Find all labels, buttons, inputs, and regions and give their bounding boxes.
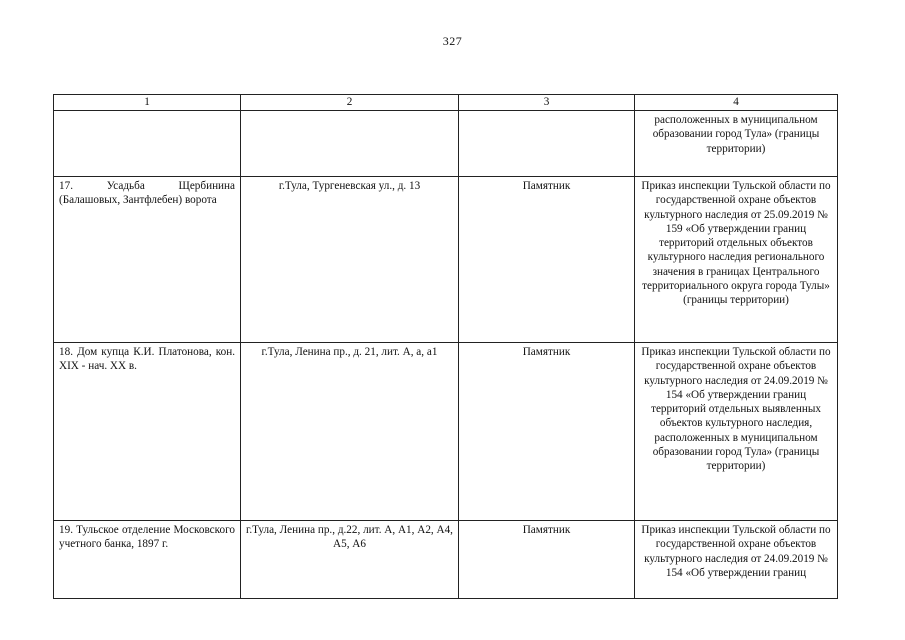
address-cell: г.Тула, Тургеневская ул., д. 13 bbox=[241, 177, 459, 343]
column-header-3: 3 bbox=[459, 95, 635, 111]
column-header-1: 1 bbox=[54, 95, 241, 111]
table-row bbox=[54, 343, 838, 521]
header-row bbox=[54, 95, 838, 111]
heritage-registry-table bbox=[53, 94, 838, 599]
document-cell: Приказ инспекции Тульской области по государственной охране объектов культурного наследия от 24.09.2019 № 154 «Об утверждении границ территорий отдельных выявленных объектов культурного наследия, расположенных в муниципальном образовании город Тула» (границы территории) bbox=[635, 343, 838, 521]
column-header-4: 4 bbox=[635, 95, 838, 111]
column-header-2: 2 bbox=[241, 95, 459, 111]
object-type-cell: Памятник bbox=[459, 343, 635, 521]
document-cell: Приказ инспекции Тульской области по государственной охране объектов культурного наследия от 24.09.2019 № 154 «Об утверждении границ bbox=[635, 521, 838, 599]
document-cell: расположенных в муниципальном образовании город Тула» (границы территории) bbox=[635, 111, 838, 177]
object-name-cell: 18. Дом купца К.И. Платонова, кон. XIX - нач. XX в. bbox=[54, 343, 241, 521]
table-row bbox=[54, 177, 838, 343]
document-cell: Приказ инспекции Тульской области по государственной охране объектов культурного наследия от 25.09.2019 № 159 «Об утверждении границ территорий отдельных объектов культурного наследия регионального значения в границах Центрального территориального округа города Тулы» (границы территории) bbox=[635, 177, 838, 343]
table-row bbox=[54, 521, 838, 599]
object-type-cell: Памятник bbox=[459, 521, 635, 599]
address-cell: г.Тула, Ленина пр., д.22, лит. А, А1, А2, А4, А5, А6 bbox=[241, 521, 459, 599]
page-number: 327 bbox=[442, 34, 463, 48]
address-cell: г.Тула, Ленина пр., д. 21, лит. А, а, а1 bbox=[241, 343, 459, 521]
object-type-cell bbox=[459, 111, 635, 177]
object-name-cell: 17. Усадьба Щербинина (Балашовых, Зантфлебен) ворота bbox=[54, 177, 241, 343]
object-name-cell bbox=[54, 111, 241, 177]
address-cell bbox=[241, 111, 459, 177]
table-row bbox=[54, 111, 838, 177]
object-name-cell: 19. Тульское отделение Московского учетного банка, 1897 г. bbox=[54, 521, 241, 599]
object-type-cell: Памятник bbox=[459, 177, 635, 343]
